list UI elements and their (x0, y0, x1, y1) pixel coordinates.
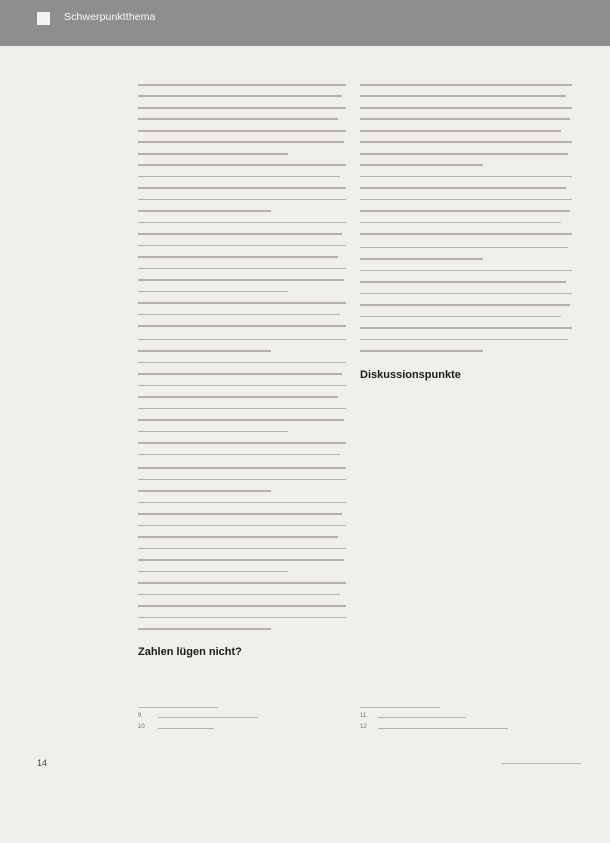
footnote-number: 11 (360, 713, 367, 719)
text-line (138, 396, 338, 398)
text-line (138, 502, 346, 504)
text-line (360, 281, 566, 283)
text-line (138, 442, 346, 444)
text-line (138, 325, 346, 327)
text-line (360, 350, 483, 352)
text-line (138, 362, 346, 364)
text-line (360, 316, 561, 318)
text-line (360, 187, 566, 189)
text-line (138, 164, 346, 166)
text-line (138, 302, 346, 304)
page-number: 14 (37, 758, 48, 768)
section-heading: Zahlen lügen nicht? (138, 646, 242, 658)
header-bar (0, 0, 610, 46)
text-line (138, 605, 346, 607)
text-line (360, 233, 572, 235)
text-line (138, 594, 340, 596)
section-label: Schwerpunktthema (64, 11, 156, 23)
right-column-text (360, 84, 572, 362)
text-line (138, 525, 346, 527)
text-line (138, 373, 342, 375)
text-line (360, 258, 483, 260)
section-square-icon (37, 12, 50, 25)
text-line (138, 467, 346, 469)
text-line (138, 84, 346, 86)
text-line (360, 222, 561, 224)
text-line (360, 210, 570, 212)
footnote-text (378, 728, 508, 729)
text-line (138, 571, 288, 573)
text-line (360, 304, 570, 306)
journal-footer (501, 763, 581, 764)
text-line (138, 222, 346, 224)
text-line (360, 176, 572, 178)
text-line (138, 291, 288, 293)
text-line (138, 187, 346, 189)
text-line (138, 582, 346, 584)
text-line (360, 270, 572, 272)
text-line (138, 268, 346, 270)
text-line (138, 454, 340, 456)
footnote-text (378, 717, 466, 718)
text-line (138, 628, 271, 630)
text-line (138, 431, 288, 433)
text-line (138, 199, 346, 201)
text-line (138, 130, 346, 132)
text-line (360, 107, 572, 109)
text-line (138, 95, 342, 97)
text-line (360, 164, 483, 166)
text-line (138, 256, 338, 258)
text-line (360, 327, 572, 329)
text-line (360, 84, 572, 86)
footnote-text (158, 728, 214, 729)
text-line (138, 107, 346, 109)
text-line (138, 490, 271, 492)
footnote-rule (360, 707, 440, 708)
text-line (138, 513, 342, 515)
text-line (138, 339, 346, 341)
text-line (138, 153, 288, 155)
left-column-text (138, 84, 346, 639)
text-line (138, 233, 342, 235)
text-line (360, 118, 570, 120)
text-line (138, 408, 346, 410)
text-line (138, 548, 346, 550)
text-line (360, 153, 568, 155)
text-line (360, 141, 572, 143)
text-line (360, 293, 572, 295)
text-line (138, 141, 344, 143)
text-line (360, 130, 561, 132)
text-line (360, 339, 568, 341)
footnote-number: 10 (138, 724, 145, 730)
text-line (138, 350, 271, 352)
footnote-number: 9 (138, 713, 142, 719)
text-line (138, 314, 340, 316)
text-line (138, 419, 344, 421)
text-line (138, 536, 338, 538)
text-line (138, 617, 346, 619)
text-line (360, 247, 568, 249)
section-heading: Diskussionspunkte (360, 369, 461, 381)
text-line (138, 118, 338, 120)
text-line (360, 199, 572, 201)
text-line (360, 95, 566, 97)
text-line (138, 559, 344, 561)
footnote-text (158, 717, 258, 718)
text-line (138, 210, 271, 212)
text-line (138, 279, 344, 281)
text-line (138, 245, 346, 247)
text-line (138, 385, 346, 387)
text-line (138, 176, 340, 178)
footnote-rule (138, 707, 218, 708)
footnote-number: 12 (360, 724, 367, 730)
text-line (138, 479, 346, 481)
